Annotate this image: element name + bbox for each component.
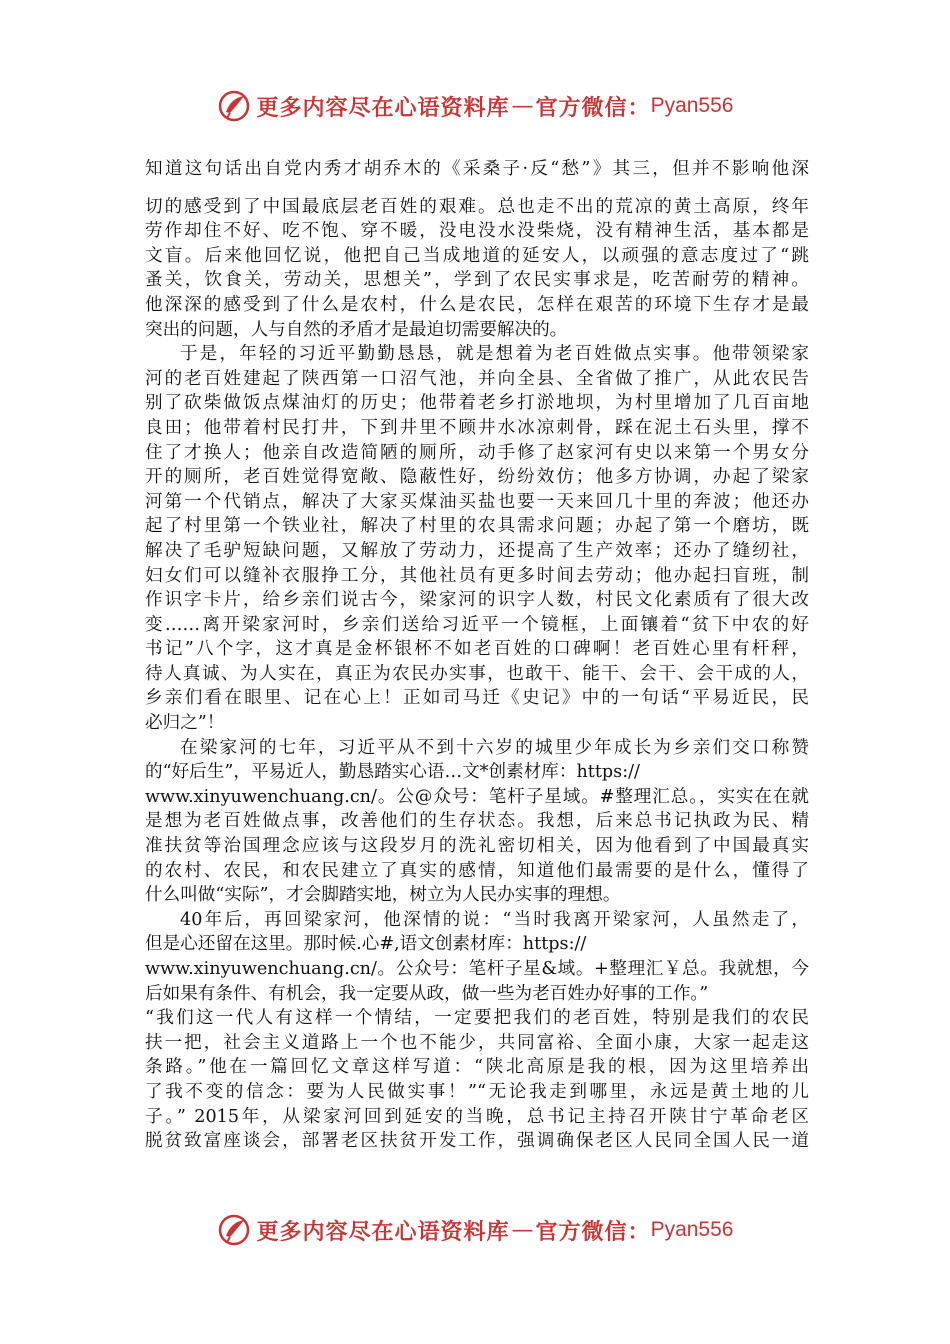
text-line: 作识字卡片，给乡亲们说古今，梁家河的识字人数，村民文化素质有了很大改 — [145, 590, 809, 611]
text-line: 但是心还留在这里。那时候.心#,语文创素材库：https:// — [145, 934, 587, 955]
text-line: 蚤关，饮食关，劳动关，思想关”，学到了农民实事求是，吃苦耐劳的精神。 — [145, 270, 809, 291]
text-line: 40年后，再回梁家河，他深情的说：“当时我离开梁家河，人虽然走了， — [180, 909, 809, 930]
text-line: 住了才换人；他亲自改造简陋的厕所，动手修了赵家河有史以来第一个男女分 — [145, 442, 809, 463]
text-line: 书记”八个字，这才真是金杯银杯不如老百姓的口碑啊！老百姓心里有杆秤， — [145, 639, 809, 660]
banner-separator: — — [511, 1217, 534, 1243]
document-body — [145, 157, 809, 1154]
text-line: 知道这句话出自党内秀才胡乔木的《采桑子·反“愁”》其三，但并不影响他深 — [145, 159, 809, 179]
text-line: 在梁家河的七年，习近平从不到十六岁的城里少年成长为乡亲们交口称赞 — [180, 737, 809, 758]
text-line: 必归之”！ — [145, 713, 225, 734]
text-line: 文盲。后来他回忆说，他把自己当成地道的延安人，以顽强的意志度过了“跳 — [145, 245, 809, 266]
text-line: 他深深的感受到了什么是农村，什么是农民，怎样在艰苦的环境下生存才是最 — [145, 294, 809, 315]
banner-wechat-id: Pyan556 — [650, 94, 734, 117]
text-line: www.xinyuwenchuang.cn/。公@众号：笔杆子星域。#整理汇总。，实实在在就 — [145, 786, 809, 807]
banner-official-label: 官方微信： — [535, 95, 651, 121]
banner-text: 更多内容尽在心语资料库 — [256, 1219, 510, 1245]
text-line: 的农村、农民，和农民建立了真实的感情，知道他们最需要的是什么，懂得了 — [145, 860, 809, 881]
banner-text: 更多内容尽在心语资料库 — [256, 95, 510, 121]
banner-wechat-id: Pyan556 — [650, 1218, 734, 1241]
text-line: 条路。”他在一篇回忆文章这样写道：“陕北高原是我的根，因为这里培养出 — [145, 1057, 809, 1078]
text-line: 子。” 2015年，从梁家河回到延安的当晚，总书记主持召开陕甘宁革命老区 — [145, 1106, 809, 1127]
text-line: 切的感受到了中国最底层老百姓的艰难。总也走不出的荒凉的黄土高原，终年 — [145, 196, 809, 217]
text-line: 突出的问题，人与自然的矛盾才是最迫切需要解决的。 — [145, 319, 568, 340]
text-line: 良田；他带着村民打井，下到井里不顾井水冰凉刺骨，踩在泥土石头里，撑不 — [145, 417, 809, 438]
header-banner — [0, 86, 950, 126]
text-line: “我们这一代人有这样一个情结，一定要把我们的老百姓，特别是我们的农民 — [145, 1008, 809, 1029]
text-line: 起了村里第一个铁业社，解决了村里的农具需求问题；办起了第一个磨坊，既 — [145, 516, 809, 537]
banner-official-label: 官方微信： — [535, 1219, 651, 1245]
text-line: 乡亲们看在眼里、记在心上！正如司马迁《史记》中的一句话“平易近民，民 — [145, 688, 809, 709]
text-line: 待人真诚、为人实在，真正为农民办实事，也敢干、能干、会干、会干成的人， — [145, 663, 809, 684]
text-line: www.xinyuwenchuang.cn/。公众号：笔杆子星&域。+整理汇￥总。我就想，今 — [145, 959, 809, 979]
text-line: 准扶贫等治国理念应该与这段岁月的洗礼密切相关，因为他看到了中国最真实 — [145, 836, 809, 857]
banner-separator: — — [511, 93, 534, 119]
text-line: 变……离开梁家河时，乡亲们送给习近平一个镜框，上面镶着“贫下中农的好 — [145, 614, 809, 635]
brand-logo-icon — [217, 1212, 253, 1248]
footer-banner — [0, 1210, 950, 1250]
text-line: 了我不变的信念：要为人民做实事！”“无论我走到哪里，永远是黄土地的儿 — [145, 1081, 809, 1102]
text-line: 是想为老百姓做点事，改善他们的生存状态。我想，后来总书记执政为民、精 — [145, 811, 809, 832]
text-line: 后如果有条件、有机会，我一定要从政，做一些为老百姓办好事的工作。” — [145, 983, 709, 1004]
text-line: 的“好后生”，平易近人，勤恳踏实心语…文*创素材库：https:// — [145, 762, 640, 783]
text-line: 劳作却住不好、吃不饱、穿不暖，没电没水没柴烧，没有精神生活，基本都是 — [145, 221, 809, 242]
text-line: 妇女们可以缝补衣服挣工分，其他社员有更多时间去劳动；他办起扫盲班，制 — [145, 565, 809, 586]
text-line: 开的厕所，老百姓觉得宽敞、隐蔽性好，纷纷效仿；他多方协调，办起了梁家 — [145, 467, 809, 488]
text-line: 什么叫做“实际”，才会脚踏实地，树立为人民办实事的理想。 — [145, 885, 621, 906]
text-line: 解决了毛驴短缺问题，又解放了劳动力，还提高了生产效率；还办了缝纫社， — [145, 540, 809, 561]
text-line: 河第一个代销点，解决了大家买煤油买盐也要一天来回几十里的奔波；他还办 — [145, 491, 809, 512]
text-line: 别了砍柴做饭点煤油灯的历史；他带着老乡打淤地坝，为村里增加了几百亩地 — [145, 393, 809, 414]
text-line: 扶一把，社会主义道路上一个也不能少，共同富裕、全面小康，大家一起走这 — [145, 1032, 809, 1053]
text-line: 脱贫致富座谈会，部署老区扶贫开发工作，强调确保老区人民同全国人民一道 — [145, 1131, 809, 1152]
brand-logo-icon — [217, 88, 253, 124]
text-line: 于是，年轻的习近平勤勤恳恳，就是想着为老百姓做点实事。他带领梁家 — [180, 344, 809, 365]
text-line: 河的老百姓建起了陕西第一口沼气池，并向全县、全省做了推广，从此农民告 — [145, 368, 809, 389]
